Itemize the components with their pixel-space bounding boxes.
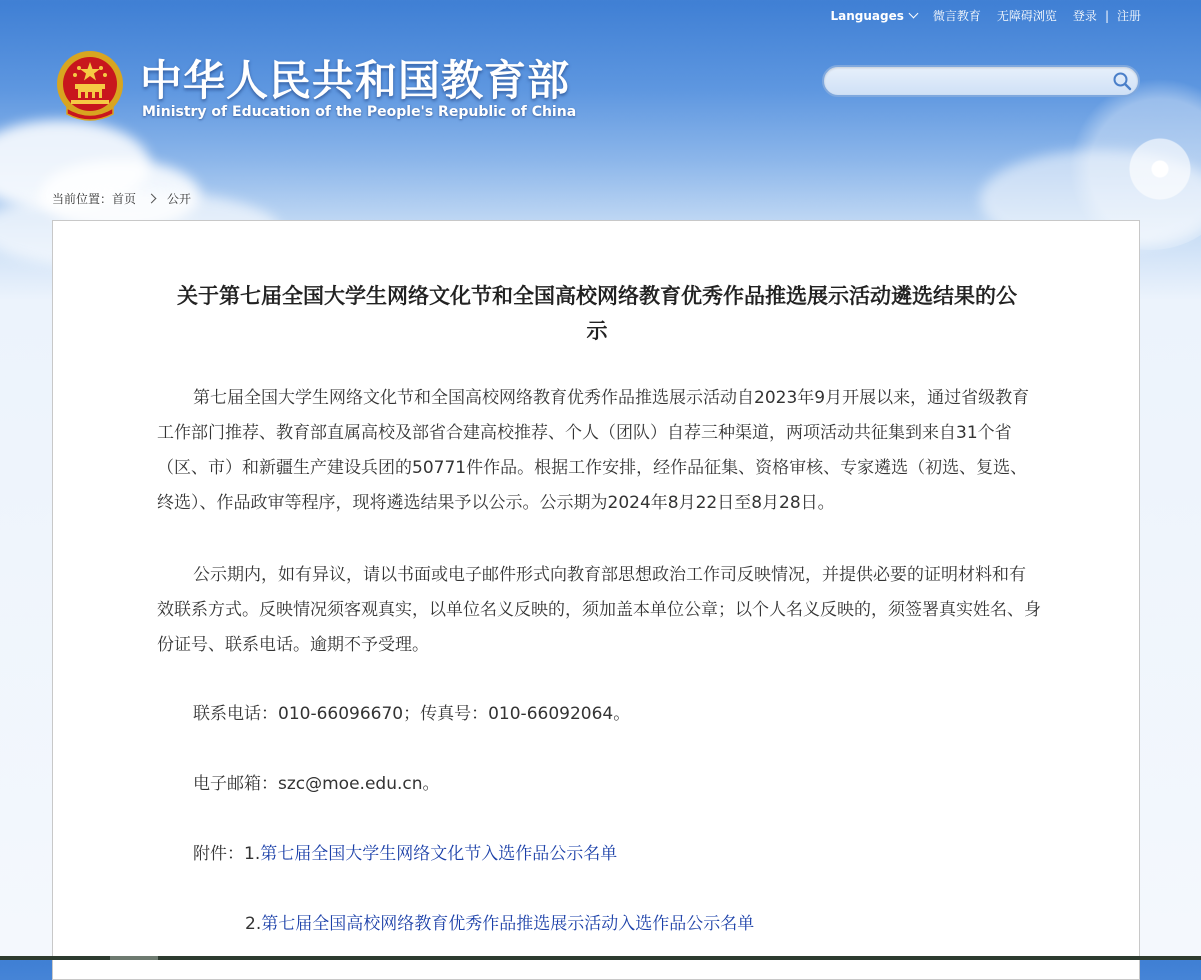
- breadcrumb-current[interactable]: 公开: [167, 192, 192, 206]
- attachment-2-number: 2.: [245, 914, 262, 934]
- site-title-en: Ministry of Education of the People's Republic of China: [142, 104, 577, 120]
- national-emblem-icon: [55, 48, 125, 124]
- languages-menu[interactable]: [831, 9, 917, 23]
- nav-separator: |: [1104, 8, 1109, 23]
- search-input[interactable]: [836, 71, 1110, 93]
- register-link[interactable]: 注册: [1116, 9, 1141, 23]
- search-box: [822, 65, 1140, 97]
- article-panel: [52, 220, 1140, 980]
- attachment-1: [193, 837, 617, 872]
- attachment-1-link[interactable]: 第七届全国大学生网络文化节入选作品公示名单: [260, 844, 618, 864]
- top-nav: [815, 7, 1142, 24]
- article-paragraph-2: 公示期内，如有异议，请以书面或电子邮件形式向教育部思想政治工作司反映情况，并提供必要的证明材料和有效联系方式。反映情况须客观真实，以单位名义反映的，须加盖本单位公章；以个人名义反映的，须签署真实姓名、身份证号、联系电话。逾期不予受理。: [157, 565, 1041, 655]
- site-title-cn: 中华人民共和国教育部: [140, 56, 571, 105]
- bottom-scrollbar[interactable]: [0, 956, 1201, 960]
- chevron-down-icon: [908, 9, 918, 19]
- scrollbar-thumb[interactable]: [110, 956, 158, 960]
- attachment-2-link[interactable]: 第七届全国高校网络教育优秀作品推选展示活动入选作品公示名单: [261, 914, 755, 934]
- attachment-2: [245, 907, 754, 942]
- search-icon[interactable]: [1112, 71, 1132, 91]
- contact-email: 电子邮箱：szc@moe.edu.cn。: [193, 774, 440, 794]
- accessibility-link[interactable]: 无障碍浏览: [996, 9, 1057, 23]
- attachment-label: 附件：: [193, 844, 244, 864]
- article-title: [153, 279, 1041, 349]
- languages-label: Languages: [830, 8, 904, 23]
- breadcrumb: [52, 190, 191, 207]
- chevron-right-icon: [147, 194, 157, 204]
- login-link[interactable]: 登录: [1072, 9, 1097, 23]
- wechat-link[interactable]: 微言教育: [932, 9, 981, 23]
- attachment-1-number: 1.: [244, 844, 261, 864]
- breadcrumb-home[interactable]: 首页: [112, 192, 137, 206]
- article-title-line1: 关于第七届全国大学生网络文化节和全国高校网络教育优秀作品推选展示活动遴选结果的公: [177, 284, 1017, 308]
- breadcrumb-label: 当前位置：: [52, 192, 113, 206]
- article-title-line2: 示: [586, 319, 608, 343]
- contact-phone: 联系电话：010-66096670；传真号：010-66092064。: [193, 704, 631, 724]
- article-paragraph-1: 第七届全国大学生网络文化节和全国高校网络教育优秀作品推选展示活动自2023年9月开展以来，通过省级教育工作部门推荐、教育部直属高校及部省合建高校推荐、个人（团队）自荐三种渠道，两项活动共征集到来自31个省（区、市）和新疆生产建设兵团的50771件作品。根据工作安排，经作品征集、资格审核、专家遴选（初选、复选、终选）、作品政审等程序，现将遴选结果予以公示。公示期为2024年8月22日至8月28日。: [157, 388, 1030, 513]
